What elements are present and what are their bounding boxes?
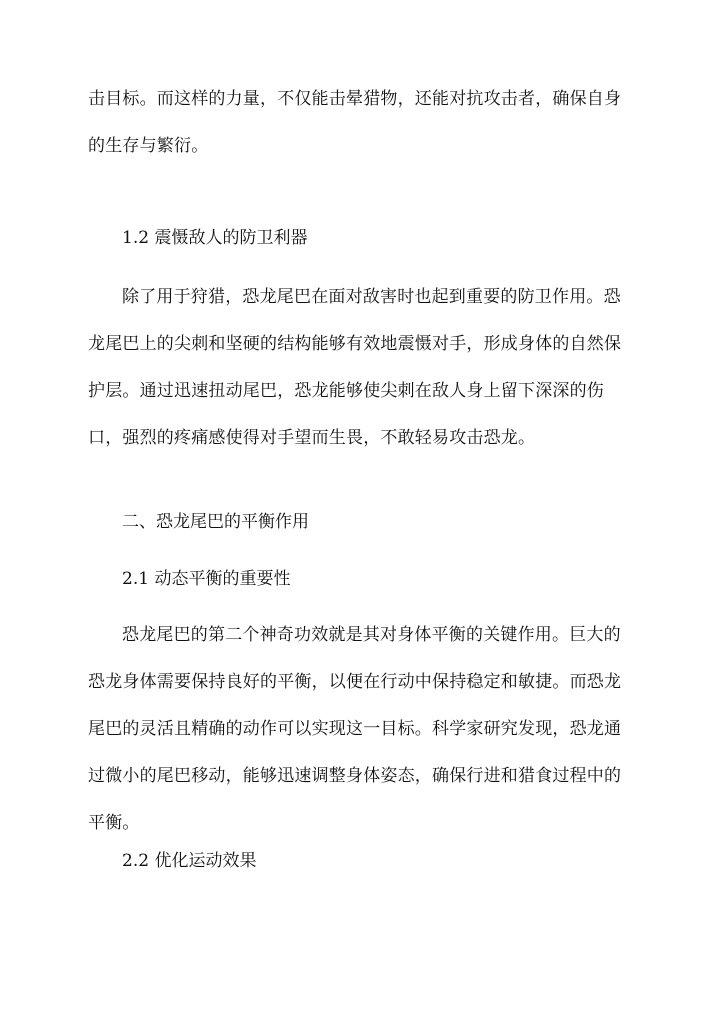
paragraph-1-2: 除了用于狩猎，恐龙尾巴在面对敌害时也起到重要的防卫作用。恐龙尾巴上的尖刺和坚硬的结构能够有效地震慑对手，形成身体的自然保护层。通过迅速扭动尾巴，恐龙能够使尖刺在敌人身上留下深深的伤口，强烈的疼痛感使得对手望而生畏，不敢轻易攻击恐龙。: [88, 287, 622, 448]
paragraph-2-1: 恐龙尾巴的第二个神奇功效就是其对身体平衡的关键作用。巨大的恐龙身体需要保持良好的平衡，以便在行动中保持稳定和敏捷。而恐龙尾巴的灵活且精确的动作可以实现这一目标。科学家研究发现，恐龙通过微小的尾巴移动，能够迅速调整身体姿态，确保行进和猎食过程中的平衡。: [88, 625, 622, 833]
section-heading-1-2: 1.2 震慑敌人的防卫利器: [122, 228, 308, 248]
section-heading-2-2: 2.2 优化运动效果: [122, 851, 257, 871]
section-heading-2: 二、恐龙尾巴的平衡作用: [122, 512, 309, 532]
paragraph-continued: 击目标。而这样的力量，不仅能击晕猎物，还能对抗攻击者，确保自身的生存与繁衍。: [88, 89, 622, 156]
section-heading-2-1: 2.1 动态平衡的重要性: [122, 569, 291, 589]
